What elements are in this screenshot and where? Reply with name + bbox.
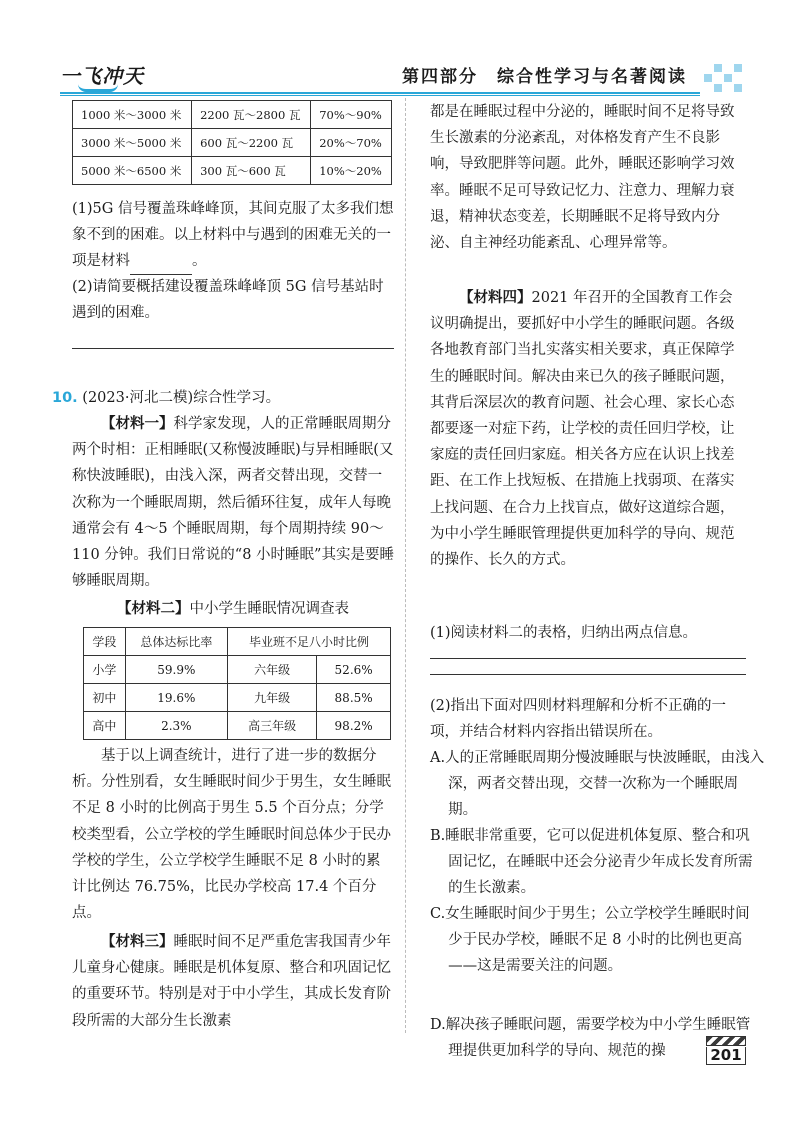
option-d[interactable]: D.解决孩子睡眠问题，需要学校为中小学生睡眠管理提供更加科学的导向、规范的操: [430, 1017, 751, 1060]
table-cell: 19.6%: [125, 684, 227, 712]
table-cell: 1000 米～3000 米: [73, 101, 192, 129]
page-number-badge: [706, 1036, 746, 1066]
checker-decoration: [704, 62, 746, 94]
option-a[interactable]: A.人的正常睡眠周期分慢波睡眠与快波睡眠，由浅入深，两者交替出现，交替一次称为一个睡眠周期。: [430, 750, 765, 819]
table-cell: 2.3%: [125, 712, 227, 740]
logo-swoosh: [78, 84, 118, 92]
table-cell: 5000 米～6500 米: [73, 157, 192, 185]
header-cell: 学段: [84, 628, 126, 656]
table-row: [84, 656, 391, 684]
material-2-heading: 【材料二】中小学生睡眠情况调查表: [117, 600, 349, 617]
header-cell: 总体达标比率: [125, 628, 227, 656]
table-cell: 88.5%: [317, 684, 391, 712]
material-4: 【材料四】2021 年召开的全国教育工作会议明确提出，要抓好中小学生的睡眠问题。各级各地教育部门当扎实落实相关要求，真正保障学生的睡眠时间。解决由来已久的孩子睡眠问题，其背后深层次的教育问题、社会心理、家长心态都要逐一对症下药，让学校的责任回归学校，让家庭的责任回归家庭。相关各方应在认识上找差距、在工作上找短板、在措施上找弱项、在落实上找问题、在合力上找盲点，做好这道综合题，为中小学生睡眠管理提供更加科学的导向、规范的操作、长久的方式。: [430, 289, 735, 569]
table-cell: 10%～20%: [311, 157, 392, 185]
material-3-continued: 都是在睡眠过程中分泌的，睡眠时间不足将导致生长激素的分泌紊乱，对体格发育产生不良影响，导致肥胖等问题。此外，睡眠还影响学习效率。睡眠不足可导致记忆力、注意力、理解力衰退，精神状态变差，长期睡眠不足将导致内分泌、自主神经功能紊乱、心理异常等。: [430, 104, 735, 252]
stripe-decoration: [706, 1036, 746, 1046]
answer-line[interactable]: [430, 674, 746, 675]
material-3: 【材料三】睡眠时间不足严重危害我国青少年儿童身心健康。睡眠是机体复原、整合和巩固记忆的重要环节。特别是对于中小学生，其成长发育阶段所需的大部分生长激素: [72, 933, 391, 1029]
question-number: 10.: [52, 390, 78, 406]
material-1: 【材料一】科学家发现，人的正常睡眠周期分两个时相：正相睡眠(又称慢波睡眠)与异相睡眠(又称快波睡眠)，由浅入深，两者交替出现，交替一次称为一个睡眠周期，然后循环往复，成年人每晚通常会有 4～5 个睡眠周期，每个周期持续 90～110 分钟。我们日常说的“8 小时睡眠”其实是要睡够睡眠周期。: [72, 415, 394, 590]
answer-blank[interactable]: [130, 258, 192, 275]
table-cell: 2200 瓦～2800 瓦: [192, 101, 311, 129]
header-cell: 毕业班不足八小时比例: [228, 628, 391, 656]
table-cell: 初中: [84, 684, 126, 712]
table-cell: 高三年级: [228, 712, 317, 740]
table-cell: 20%～70%: [311, 129, 392, 157]
table-cell: 九年级: [228, 684, 317, 712]
altitude-power-table: [72, 100, 392, 185]
table-cell: 70%～90%: [311, 101, 392, 129]
table-cell: 高中: [84, 712, 126, 740]
table-row: [84, 712, 391, 740]
table-cell: 59.9%: [125, 656, 227, 684]
sub-question-2: (2)指出下面对四则材料理解和分析不正确的一项，并结合材料内容指出错误所在。: [430, 698, 727, 741]
column-divider: [405, 98, 406, 1033]
question-10-heading: 10. (2023·河北二模)综合性学习。: [52, 390, 281, 406]
question-1: (1)5G 信号覆盖珠峰峰顶，其间克服了太多我们想象不到的困难。以上材料中与遇到的困难无关的一项是材料 。: [72, 196, 394, 275]
table-cell: 3000 米～5000 米: [73, 129, 192, 157]
table-row: [73, 101, 392, 129]
answer-line[interactable]: [430, 658, 746, 659]
header-rule: [60, 92, 700, 94]
page-number: 201: [706, 1047, 746, 1065]
table-cell: 六年级: [228, 656, 317, 684]
question-2: (2)请简要概括建设覆盖珠峰峰顶 5G 信号基站时遇到的困难。: [72, 279, 384, 322]
table-row: [73, 157, 392, 185]
book-logo: 一飞冲天: [60, 64, 144, 88]
table-cell: 300 瓦～600 瓦: [192, 157, 311, 185]
option-b[interactable]: B.睡眠非常重要，它可以促进机体复原、整合和巩固记忆，在睡眠中还会分泌青少年成长发育所需的生长激素。: [430, 828, 753, 897]
table-cell: 600 瓦～2200 瓦: [192, 129, 311, 157]
sub-question-1: (1)阅读材料二的表格，归纳出两点信息。: [430, 625, 698, 641]
option-c[interactable]: C.女生睡眠时间少于男生；公立学校学生睡眠时间少于民办学校，睡眠不足 8 小时的比例也更高——这是需要关注的问题。: [430, 906, 750, 975]
table-row: [84, 684, 391, 712]
analysis-paragraph: 基于以上调查统计，进行了进一步的数据分析。分性别看，女生睡眠时间少于男生，女生睡眠不足 8 小时的比例高于男生 5.5 个百分点；分学校类型看，公立学校的学生睡眠时间总体少于民办学校的学生，公立学校学生睡眠不足 8 小时的累计比例达 76.75%，比民办学校高 17.4 个百分点。: [72, 748, 391, 922]
header-rule-thin: [60, 95, 700, 96]
answer-line[interactable]: [72, 348, 394, 349]
table-cell: 52.6%: [317, 656, 391, 684]
table-cell: 小学: [84, 656, 126, 684]
sleep-survey-table: [83, 627, 391, 740]
table-cell: 98.2%: [317, 712, 391, 740]
table-row: [73, 129, 392, 157]
section-title: 第四部分 综合性学习与名著阅读: [402, 67, 687, 87]
